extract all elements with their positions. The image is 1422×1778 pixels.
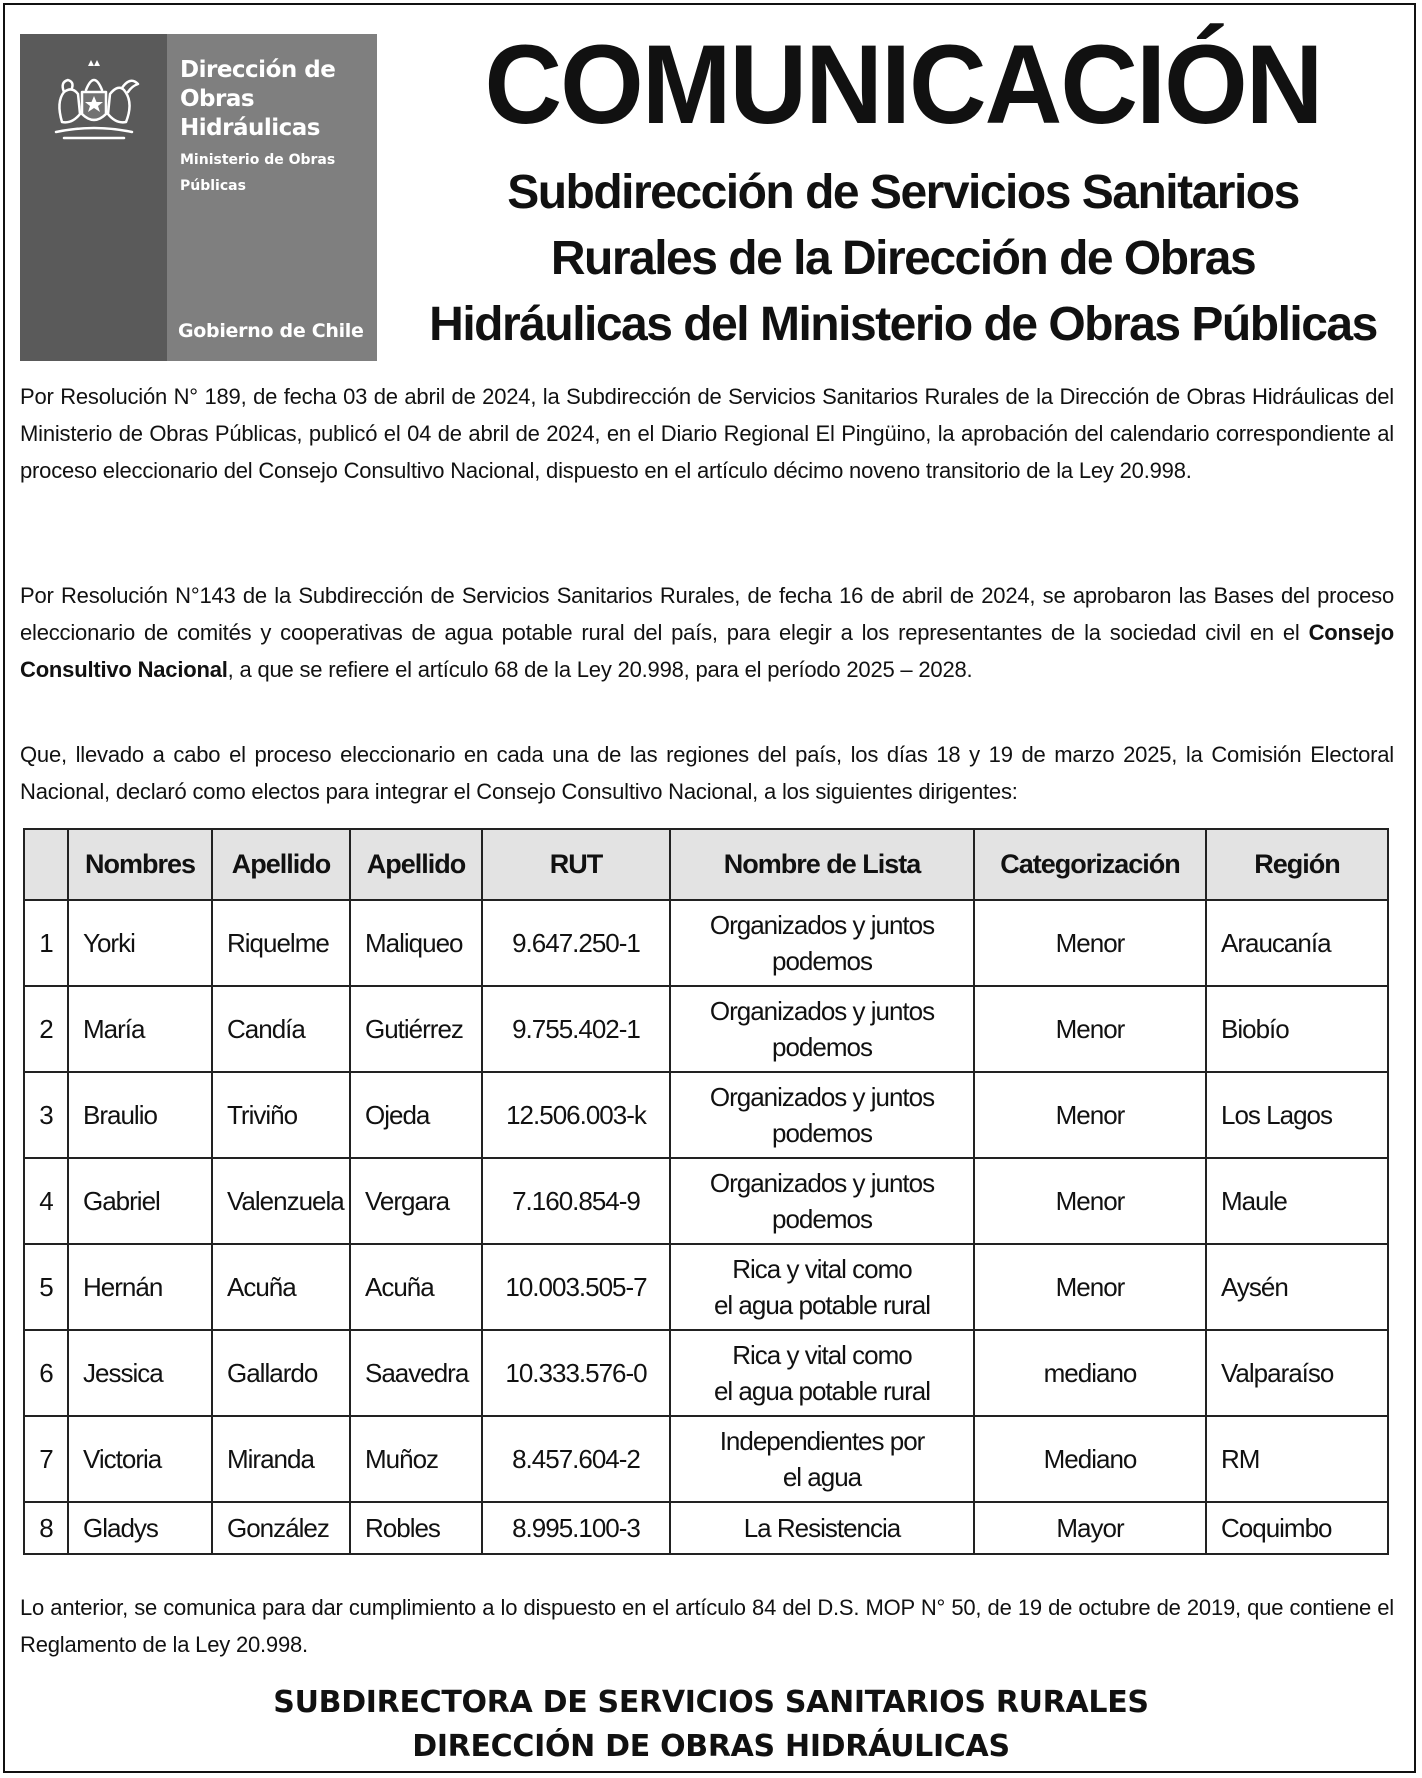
table-row	[24, 1416, 1388, 1502]
lista-line-1: Organizados y juntos	[709, 1082, 935, 1112]
cell-region: Valparaíso	[1206, 1330, 1388, 1416]
cell-categorizacion: mediano	[974, 1330, 1206, 1416]
cell-apellido-2: Ojeda	[350, 1072, 482, 1158]
paragraph2-end: , a que se refiere el artículo 68 de la Ley 20.998, para el período 2025 – 2028.	[227, 657, 973, 682]
cell-apellido-1: Miranda	[212, 1416, 350, 1502]
lista-line-1: La Resistencia	[743, 1513, 901, 1543]
cell-region: Coquimbo	[1206, 1502, 1388, 1554]
logo-block	[20, 34, 377, 361]
cell-apellido-2: Gutiérrez	[350, 986, 482, 1072]
paragraph2-start: Por Resolución N°143 de la Subdirección de Servicios Sanitarios Rurales, de fecha 16 de abril de 2024, se aprobaron las Bases del proceso eleccionario de comités y cooperativas de agua potable rural del país, para elegir a los representantes de la sociedad civil en el	[20, 583, 1394, 645]
subtitle-line-1: Subdirección de Servicios Sanitarios	[507, 166, 1299, 219]
logo-ministry-line-1: Ministerio de Obras	[180, 152, 336, 168]
paragraph-closing: Lo anterior, se comunica para dar cumplimiento a lo dispuesto en el artículo 84 del D.S. MOP N° 50, de 19 de octubre de 2019, que contiene el Reglamento de la Ley 20.998.	[20, 1595, 1394, 1657]
lista-line-2: podemos	[772, 946, 872, 976]
table-row	[24, 1072, 1388, 1158]
cell-index: 2	[24, 986, 68, 1072]
cell-rut: 12.506.003-k	[482, 1072, 670, 1158]
cell-apellido-2: Saavedra	[350, 1330, 482, 1416]
cell-nombre-lista	[670, 1072, 974, 1158]
cell-rut: 10.003.505-7	[482, 1244, 670, 1330]
cell-apellido-1: Gallardo	[212, 1330, 350, 1416]
cell-categorizacion: Menor	[974, 1244, 1206, 1330]
header-nombre-lista: Nombre de Lista	[670, 829, 974, 900]
cell-nombre: Gabriel	[68, 1158, 212, 1244]
elected-leaders-table	[23, 828, 1389, 1555]
signature-line-1: SUBDIRECTORA DE SERVICIOS SANITARIOS RURALES	[273, 1685, 1149, 1720]
cell-apellido-2: Robles	[350, 1502, 482, 1554]
logo-line-2: Obras	[180, 86, 255, 112]
cell-nombre-lista	[670, 900, 974, 986]
logo-line-1: Dirección de	[180, 57, 336, 83]
lista-line-1: Organizados y juntos	[709, 1168, 935, 1198]
cell-apellido-2: Vergara	[350, 1158, 482, 1244]
logo-ministry-line-2: Públicas	[180, 178, 246, 194]
cell-index: 8	[24, 1502, 68, 1554]
cell-region: Aysén	[1206, 1244, 1388, 1330]
cell-nombre: Hernán	[68, 1244, 212, 1330]
lista-line-2: podemos	[772, 1118, 872, 1148]
cell-index: 5	[24, 1244, 68, 1330]
cell-nombre: Braulio	[68, 1072, 212, 1158]
lista-line-1: Organizados y juntos	[709, 910, 935, 940]
cell-nombre-lista	[670, 986, 974, 1072]
cell-categorizacion: Menor	[974, 1072, 1206, 1158]
table-row	[24, 900, 1388, 986]
cell-nombre: Victoria	[68, 1416, 212, 1502]
cell-categorizacion: Menor	[974, 1158, 1206, 1244]
cell-rut: 8.457.604-2	[482, 1416, 670, 1502]
subtitle-line-2: Rurales de la Dirección de Obras	[550, 232, 1256, 285]
cell-index: 6	[24, 1330, 68, 1416]
cell-categorizacion: Mayor	[974, 1502, 1206, 1554]
cell-index: 7	[24, 1416, 68, 1502]
cell-apellido-1: Candía	[212, 986, 350, 1072]
lista-line-2: el agua potable rural	[713, 1376, 931, 1406]
page-subtitle	[388, 160, 1418, 358]
cell-categorizacion: Menor	[974, 900, 1206, 986]
table-row	[24, 1158, 1388, 1244]
cell-apellido-1: Acuña	[212, 1244, 350, 1330]
table-header-row	[24, 829, 1388, 900]
cell-rut: 7.160.854-9	[482, 1158, 670, 1244]
header-apellido-1: Apellido	[212, 829, 350, 900]
cell-nombre-lista	[670, 1502, 974, 1554]
cell-apellido-1: Triviño	[212, 1072, 350, 1158]
table-row	[24, 1244, 1388, 1330]
cell-apellido-2: Muñoz	[350, 1416, 482, 1502]
lista-line-1: Organizados y juntos	[709, 996, 935, 1026]
cell-nombre: Yorki	[68, 900, 212, 986]
paragraph-resolution-143	[20, 577, 1394, 688]
lista-line-2: podemos	[772, 1204, 872, 1234]
cell-rut: 9.647.250-1	[482, 900, 670, 986]
cell-apellido-1: Riquelme	[212, 900, 350, 986]
cell-apellido-2: Maliqueo	[350, 900, 482, 986]
cell-index: 1	[24, 900, 68, 986]
header-index	[24, 829, 68, 900]
cell-rut: 9.755.402-1	[482, 986, 670, 1072]
header-apellido-2: Apellido	[350, 829, 482, 900]
cell-nombre: Gladys	[68, 1502, 212, 1554]
header-nombres: Nombres	[68, 829, 212, 900]
header-categorizacion: Categorización	[974, 829, 1206, 900]
signature-block	[0, 1681, 1422, 1769]
cell-categorizacion: Mediano	[974, 1416, 1206, 1502]
lista-line-1: Rica y vital como	[732, 1254, 912, 1284]
logo-emblem-panel	[20, 34, 167, 361]
cell-nombre: Jessica	[68, 1330, 212, 1416]
cell-nombre: María	[68, 986, 212, 1072]
logo-government: Gobierno de Chile	[178, 320, 364, 342]
lista-line-1: Independientes por	[719, 1426, 925, 1456]
table-row	[24, 986, 1388, 1072]
table-row	[24, 1502, 1388, 1554]
paragraph-resolution-189: Por Resolución N° 189, de fecha 03 de abril de 2024, la Subdirección de Servicios Sanitarios Rurales de la Dirección de Obras Hidráulicas del Ministerio de Obras Públicas, publicó el 04 de abril de 2024, en el Diario Regional El Pingüino, la aprobación del calendario correspondiente al proceso eleccionario del Consejo Consultivo Nacional, dispuesto en el artículo décimo noveno transitorio de la Ley 20.998.	[20, 384, 1394, 483]
lista-line-1: Rica y vital como	[732, 1340, 912, 1370]
logo-line-3: Hidráulicas	[180, 115, 320, 141]
paragraph-election-result: Que, llevado a cabo el proceso eleccionario en cada una de las regiones del país, los días 18 y 19 de marzo 2025, la Comisión Electoral Nacional, declaró como electos para integrar el Consejo Consultivo Nacional, a los siguientes dirigentes:	[20, 742, 1394, 804]
logo-ministry	[180, 147, 370, 199]
lista-line-2: podemos	[772, 1032, 872, 1062]
cell-nombre-lista	[670, 1330, 974, 1416]
cell-apellido-1: Valenzuela	[212, 1158, 350, 1244]
cell-nombre-lista	[670, 1416, 974, 1502]
cell-region: RM	[1206, 1416, 1388, 1502]
cell-region: Los Lagos	[1206, 1072, 1388, 1158]
cell-nombre-lista	[670, 1244, 974, 1330]
logo-text	[180, 56, 370, 199]
cell-index: 4	[24, 1158, 68, 1244]
table-row	[24, 1330, 1388, 1416]
header-region: Región	[1206, 829, 1388, 900]
lista-line-2: el agua	[782, 1462, 862, 1492]
cell-region: Araucanía	[1206, 900, 1388, 986]
coat-of-arms-icon	[42, 52, 146, 147]
cell-categorizacion: Menor	[974, 986, 1206, 1072]
cell-rut: 10.333.576-0	[482, 1330, 670, 1416]
paragraph2-bold: Consejo Consultivo Nacional	[20, 620, 1394, 682]
cell-apellido-1: González	[212, 1502, 350, 1554]
cell-index: 3	[24, 1072, 68, 1158]
cell-region: Maule	[1206, 1158, 1388, 1244]
header-rut: RUT	[482, 829, 670, 900]
cell-apellido-2: Acuña	[350, 1244, 482, 1330]
cell-rut: 8.995.100-3	[482, 1502, 670, 1554]
cell-region: Biobío	[1206, 986, 1388, 1072]
page-title: COMUNICACIÓN	[484, 22, 1322, 147]
subtitle-line-3: Hidráulicas del Ministerio de Obras Públicas	[429, 298, 1377, 351]
lista-line-2: el agua potable rural	[713, 1290, 931, 1320]
signature-line-2: DIRECCIÓN DE OBRAS HIDRÁULICAS	[412, 1729, 1010, 1764]
cell-nombre-lista	[670, 1158, 974, 1244]
